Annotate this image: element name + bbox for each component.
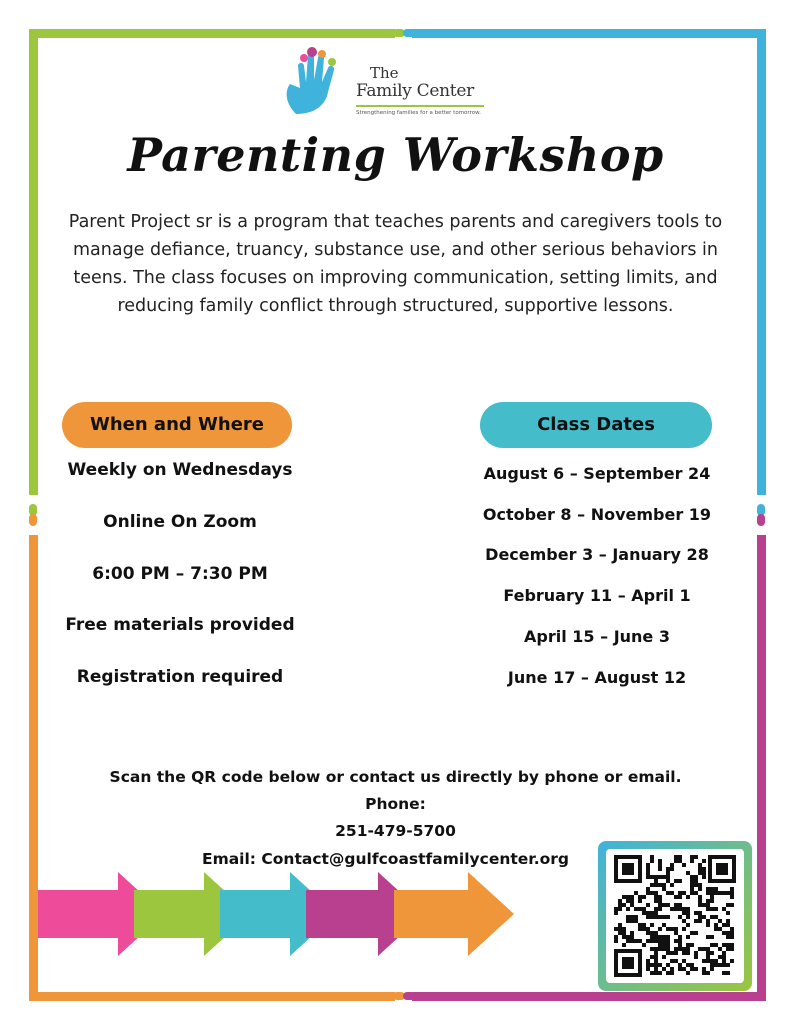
logo-the: The bbox=[370, 64, 399, 82]
phone-label: Phone: bbox=[365, 795, 426, 813]
list-item: February 11 – April 1 bbox=[503, 586, 691, 605]
border-top-left bbox=[29, 29, 395, 38]
list-item: October 8 – November 19 bbox=[482, 505, 712, 524]
list-item: August 6 – September 24 bbox=[483, 464, 711, 483]
arrows-decoration bbox=[38, 868, 518, 960]
list-item: Weekly on Wednesdays bbox=[67, 460, 293, 480]
intro-paragraph: Parent Project sr is a program that teaches parents and caregivers tools to manage defiance, truancy, substance use, and other serious behaviors in teens. The class focuses on improving communication, setting limits, and reducing family conflict through structured, supportive lessons. bbox=[68, 212, 723, 316]
email-address: Email: Contact@gulfcoastfamilycenter.org bbox=[201, 850, 569, 868]
list-item: Online On Zoom bbox=[103, 512, 257, 532]
logo-name: Family Center bbox=[356, 81, 474, 101]
class-dates-heading: Class Dates bbox=[480, 402, 712, 448]
hand-logo-icon bbox=[282, 44, 352, 116]
list-item: 6:00 PM – 7:30 PM bbox=[92, 564, 268, 584]
handshake-icon bbox=[393, 985, 415, 1007]
border-bottom-left bbox=[29, 992, 395, 1001]
list-item: Free materials provided bbox=[65, 615, 295, 635]
border-left-top bbox=[29, 29, 38, 495]
handshake-icon bbox=[393, 22, 415, 44]
qr-code[interactable] bbox=[606, 849, 744, 983]
logo-underline bbox=[356, 105, 484, 107]
list-item: December 3 – January 28 bbox=[485, 545, 709, 564]
class-dates-list bbox=[462, 462, 732, 692]
arrow-orange bbox=[394, 872, 514, 956]
page-title: Parenting Workshop bbox=[127, 128, 664, 182]
border-right-top bbox=[757, 29, 766, 495]
list-item: June 17 – August 12 bbox=[507, 668, 687, 687]
qr-code-icon bbox=[606, 849, 744, 983]
border-bottom-right bbox=[412, 992, 766, 1001]
logo-tagline: Strengthening families for a better tomorrow. bbox=[356, 110, 481, 116]
phone-number: 251-479-5700 bbox=[335, 822, 456, 840]
list-item: Registration required bbox=[76, 667, 284, 687]
border-top-right bbox=[412, 29, 766, 38]
handshake-icon bbox=[750, 504, 772, 526]
when-where-list bbox=[40, 458, 320, 698]
list-item: April 15 – June 3 bbox=[524, 627, 670, 646]
scan-instructions: Scan the QR code below or contact us directly by phone or email. bbox=[109, 768, 682, 786]
when-where-heading: When and Where bbox=[62, 402, 292, 448]
